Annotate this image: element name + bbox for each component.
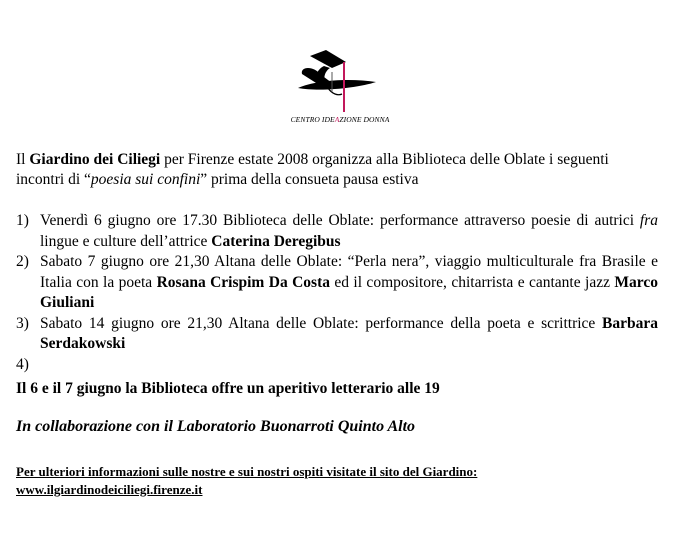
organization-name: Giardino dei Ciliegi (29, 151, 161, 168)
performer-name: Barbara Serdakowski (40, 314, 658, 352)
performer-name: Rosana Crispim Da Costa (156, 273, 330, 291)
info-block (16, 463, 477, 499)
event-topic: poesia sui confini (90, 171, 201, 188)
list-item: 2) Sabato 7 giugno ore 21,30 Altana delle Oblate: “Perla nera”, viaggio multiculturale fra Brasile e Italia con la poeta Rosana Crispim Da Costa ed il compositore, chitarrista e cantante jazz Marco Giuliani (16, 253, 658, 311)
website-link[interactable]: www.ilgiardinodeiciliegi.firenze.it (16, 482, 203, 497)
aperitivo-notice: Il 6 e il 7 giugno la Biblioteca offre un aperitivo letterario alle 19 (16, 380, 440, 397)
collaboration-line: In collaborazione con il Laboratorio Buonarroti Quinto Alto (16, 418, 416, 435)
centro-ideazione-donna-logo (280, 44, 400, 129)
list-item: 3) Sabato 14 giugno ore 21,30 Altana delle Oblate: performance della poeta e scrittrice Barbara Serdakowski (16, 314, 658, 352)
performer-name: Caterina Deregibus (211, 232, 341, 250)
list-item: 1) Venerdì 6 giugno ore 17.30 Biblioteca delle Oblate: performance attraverso poesie di autrici fra lingue e culture dell’attrice Caterina Deregibus (16, 212, 658, 250)
intro-paragraph: Il Giardino dei Ciliegi per Firenze estate 2008 organizza alla Biblioteca delle Oblate i seguenti incontri di “poesia sui confini” prima della consueta pausa estiva (16, 151, 609, 188)
events-list (16, 211, 658, 375)
info-text: Per ulteriori informazioni sulle nostre e sui nostri ospiti visitate il sito del Giardino: (16, 464, 478, 479)
list-item: 4) (16, 355, 29, 373)
performer-name: Marco Giuliani (40, 273, 658, 311)
logo-caption: CENTRO IDEAZIONE DONNA (290, 115, 390, 124)
hat-woman-logo-icon (280, 44, 400, 116)
